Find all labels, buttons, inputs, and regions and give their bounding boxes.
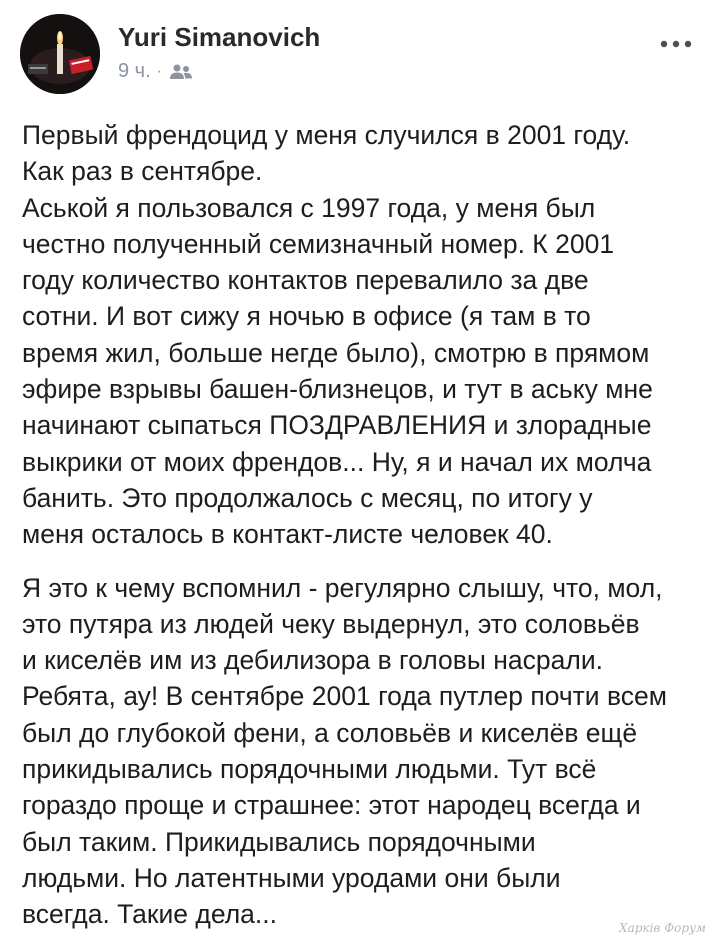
watermark: Харків Форум: [619, 921, 706, 935]
text-line: всегда. Такие дела...: [22, 899, 278, 930]
more-options-icon[interactable]: [658, 36, 694, 52]
text-line: сотни. И вот сижу я ночью в офисе (я там в то: [22, 301, 591, 332]
meta-separator: ·: [156, 62, 162, 80]
post-timestamp[interactable]: 9 ч.: [118, 60, 151, 82]
text-line: году количество контактов перевалило за две: [22, 265, 589, 296]
text-line: людьми. Но латентными уродами они были: [22, 862, 561, 893]
text-line: это путяра из людей чеку выдернул, это соловьёв: [22, 608, 640, 639]
text-line: прикидывались порядочными людьми. Тут всё: [22, 754, 597, 785]
text-line: Я это к чему вспомнил - регулярно слышу, что, мол,: [22, 572, 663, 603]
text-line: время жил, больше негде было), смотрю в прямом: [22, 337, 650, 368]
text-line: начинают сыпаться ПОЗДРАВЛЕНИЯ и злорадные: [22, 410, 652, 441]
post-body: [22, 117, 706, 933]
post-meta: [118, 60, 194, 83]
author-name[interactable]: Yuri Simanovich: [118, 22, 321, 52]
text-line: честно полученный семизначный номер. К 2001: [22, 228, 615, 259]
text-line: меня осталось в контакт-листе человек 40.: [22, 519, 553, 550]
text-line: был таким. Прикидывались порядочными: [22, 826, 536, 857]
text-line: выкрики от моих френдов... Ну, я и начал их молча: [22, 446, 652, 477]
author-avatar[interactable]: [20, 14, 100, 94]
text-line: Аськой я пользовался с 1997 года, у меня был: [22, 192, 596, 223]
text-line: Как раз в сентябре.: [22, 156, 263, 187]
text-line: был до глубокой фени, а соловьёв и киселёв ещё: [22, 717, 638, 748]
text-line: Ребята, ау! В сентябре 2001 года путлер почти всем: [22, 681, 667, 712]
avatar-image: [20, 14, 100, 94]
text-line: эфире взрывы башен-близнецов, и тут в аську мне: [22, 374, 653, 405]
text-line: Первый френдоцид у меня случился в 2001 году.: [22, 120, 631, 150]
post-paragraph-1: [22, 117, 706, 553]
text-line: банить. Это продолжалось с месяц, по итогу у: [22, 482, 593, 513]
text-line: и киселёв им из дебилизора в головы насрали.: [22, 645, 603, 676]
text-line: гораздо проще и страшнее: этот народец всегда и: [22, 790, 641, 821]
friends-icon[interactable]: [168, 62, 194, 82]
post-paragraph-2: [22, 570, 706, 933]
